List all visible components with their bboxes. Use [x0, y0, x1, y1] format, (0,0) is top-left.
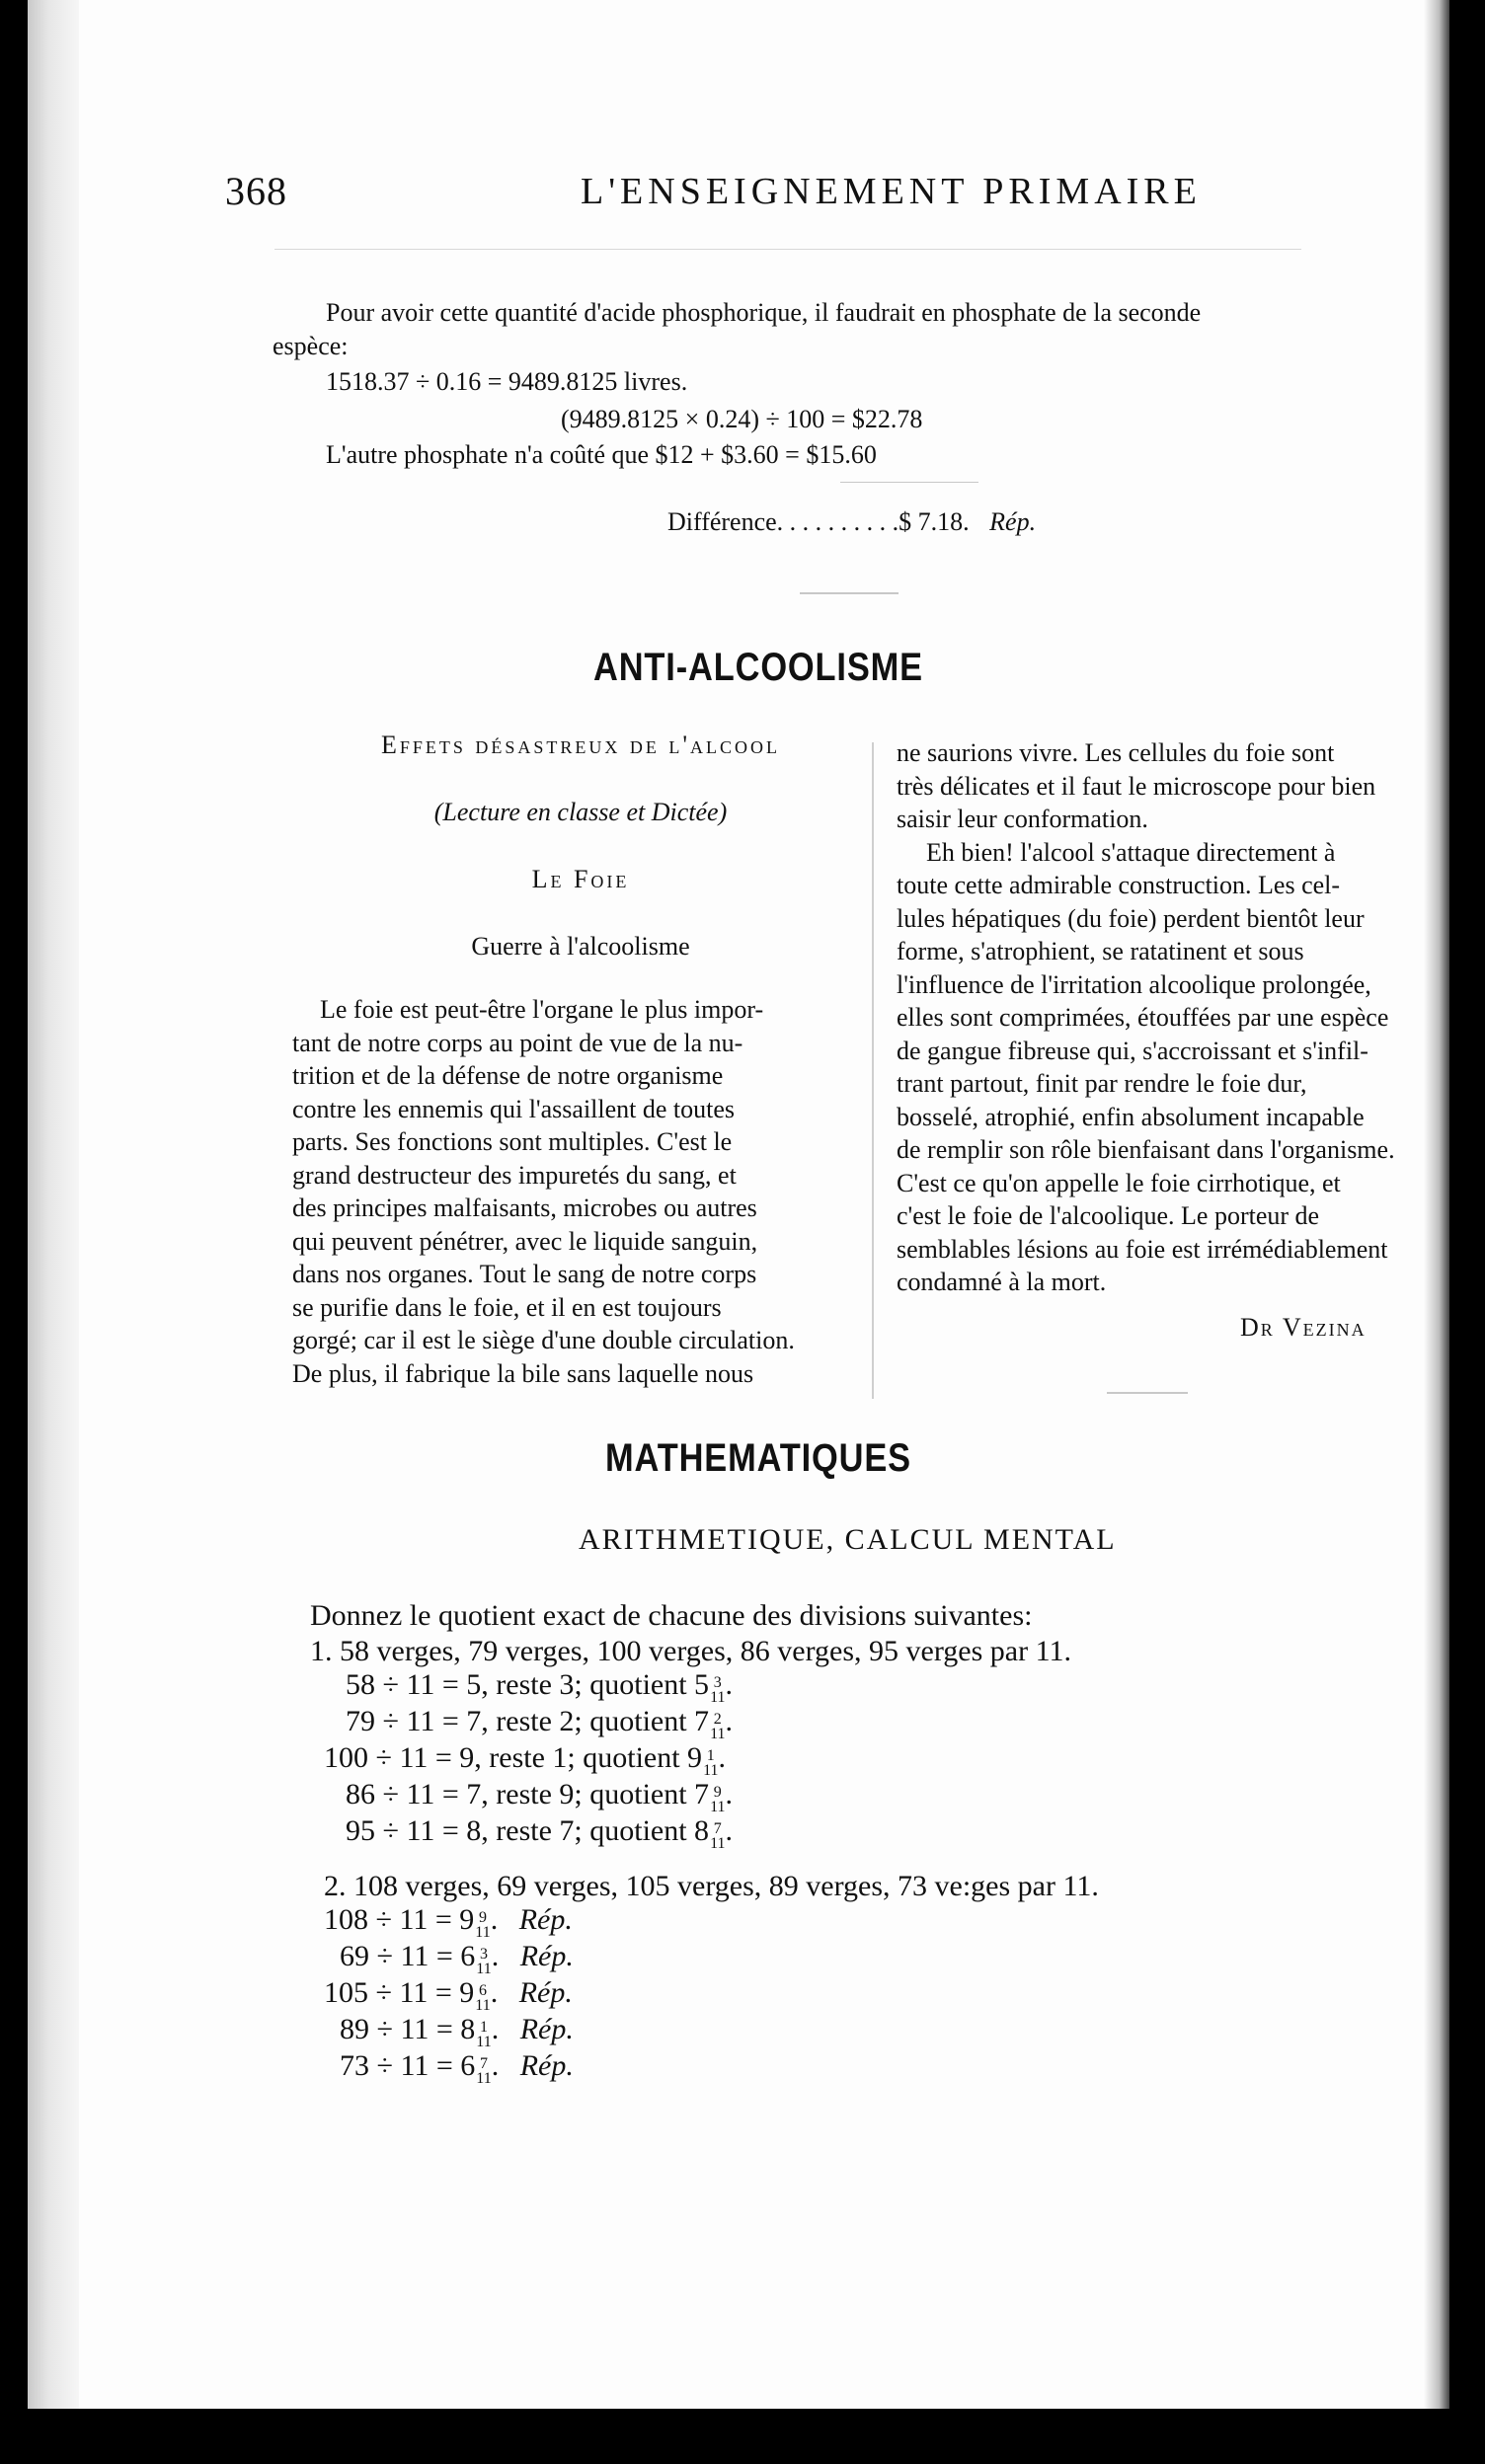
text-line: gorgé; car il est le siège d'une double circulation. [292, 1326, 795, 1354]
article-section-subtitle: Guerre à l'alcoolisme [471, 932, 690, 961]
fraction: 1 11 [476, 2019, 492, 2050]
fraction: 7 11 [476, 2055, 492, 2087]
intro-line-4: (9489.8125 × 0.24) ÷ 100 = $22.78 [561, 405, 923, 433]
book-page [28, 0, 1449, 2409]
intro-line-5: L'autre phosphate n'a coûté que $12 + $3.60 = $15.60 [326, 440, 877, 469]
answer-line: 73 ÷ 11 = 6 7 11 . Rép. [340, 2049, 574, 2087]
answer-line: 105 ÷ 11 = 9 6 11 . Rép. [324, 1976, 573, 2014]
column-separator [872, 742, 874, 1399]
text-line: bosselé, atrophié, enfin absolument incapable [897, 1102, 1365, 1131]
article-subtitle: Effets désastreux de l'alcool [380, 731, 781, 759]
text-line: lules hépatiques (du foie) perdent bientôt leur [897, 903, 1365, 933]
answer-line: 69 ÷ 11 = 6 3 11 . Rép. [340, 1940, 574, 1977]
sum-rule [840, 482, 978, 483]
text-line: qui peuvent pénétrer, avec le liquide sanguin, [292, 1226, 758, 1256]
fraction: 9 11 [710, 1784, 726, 1815]
text-line: dans nos organes. Tout le sang de notre corps [292, 1260, 757, 1288]
text-line: grand destructeur des impuretés du sang, et [292, 1160, 737, 1190]
text-line: De plus, il fabrique la bile sans laquelle nous [292, 1358, 754, 1388]
text-line: contre les ennemis qui l'assaillent de toutes [292, 1094, 736, 1123]
fraction: 3 11 [710, 1674, 726, 1706]
fraction: 7 11 [710, 1820, 726, 1852]
text-line: forme, s'atrophient, se ratatinent et sous [897, 937, 1304, 965]
answer-line: 108 ÷ 11 = 9 9 11 . Rép. [324, 1903, 573, 1941]
fraction: 9 11 [475, 1909, 491, 1941]
text-line: elles sont comprimées, étouffées par une espèce [897, 1003, 1389, 1032]
text-line: toute cette admirable construction. Les cel- [897, 871, 1341, 899]
article-section-title: Le Foie [531, 865, 630, 893]
text-line: trant partout, finit par rendre le foie dur, [897, 1069, 1307, 1098]
problem-1-answers [324, 1668, 733, 1851]
text-line: semblables lésions au foie est irrémédiablement [897, 1234, 1388, 1264]
difference-line [667, 505, 1036, 539]
text-line: parts. Ses fonctions sont multiples. C'est le [292, 1127, 733, 1156]
intro-line-1: Pour avoir cette quantité d'acide phosphorique, il faudrait en phosphate de la seconde [326, 298, 1202, 327]
answer-line: 79 ÷ 11 = 7, reste 2; quotient 7 2 11 . [346, 1705, 733, 1742]
fraction: 6 11 [475, 1982, 491, 2014]
running-title: L'ENSEIGNEMENT PRIMAIRE [581, 171, 1202, 212]
text-line: tant de notre corps au point de vue de la nu- [292, 1028, 743, 1057]
fraction: 1 11 [703, 1747, 719, 1779]
text-line: Eh bien! l'alcool s'attaque directement à [926, 837, 1336, 867]
answer-line: 89 ÷ 11 = 8 1 11 . Rép. [340, 2013, 574, 2050]
math-instruction: Donnez le quotient exact de chacune des divisions suivantes: [310, 1599, 1033, 1632]
intro-line-2: espèce: [273, 332, 349, 360]
article-note: (Lecture en classe et Dictée) [433, 798, 728, 826]
answer-line: 86 ÷ 11 = 7, reste 9; quotient 7 9 11 . [346, 1778, 733, 1815]
math-subheading: ARITHMETIQUE, CALCUL MENTAL [579, 1523, 1117, 1556]
answer-line: 95 ÷ 11 = 8, reste 7; quotient 8 7 11 . [346, 1814, 733, 1852]
page-binding-shadow [28, 0, 79, 2409]
answer-line: 100 ÷ 11 = 9, reste 1; quotient 9 1 11 . [324, 1741, 726, 1779]
anti-alcoolisme-heading: ANTI-ALCOOLISME [593, 646, 923, 689]
text-line: condamné à la mort. [897, 1268, 1107, 1296]
article-left-column [292, 993, 860, 1390]
fraction: 3 11 [476, 1946, 492, 1977]
article-right-column [897, 736, 1449, 1299]
mathematiques-heading: MATHEMATIQUES [605, 1436, 911, 1480]
problem-2: 2. 108 verges, 69 verges, 105 verges, 89 verges, 73 ve:ges par 11. [324, 1870, 1099, 1902]
text-line: l'influence de l'irritation alcoolique prolongée, [897, 969, 1371, 999]
text-line: Le foie est peut-être l'organe le plus impor- [320, 995, 764, 1024]
text-line: de gangue fibreuse qui, s'accroissant et s'infil- [897, 1036, 1368, 1065]
text-line: c'est le foie de l'alcoolique. Le porteur de [897, 1201, 1320, 1230]
answer-line: 58 ÷ 11 = 5, reste 3; quotient 5 3 11 . [346, 1668, 733, 1706]
text-line: des principes malfaisants, microbes ou autres [292, 1194, 757, 1222]
text-line: ne saurions vivre. Les cellules du foie sont [897, 738, 1335, 767]
section-divider [800, 592, 899, 594]
signature: Dr Vezina [1240, 1313, 1367, 1342]
problem-2-answers [324, 1903, 574, 2086]
text-line: très délicates et il faut le microscope pour bien [897, 771, 1376, 801]
text-line: de remplir son rôle bienfaisant dans l'organisme. [897, 1135, 1395, 1164]
difference-text: Différence. . . . . . . . . .$ 7.18. [667, 507, 970, 536]
header-rule [274, 249, 1301, 250]
difference-rep: Rép. [989, 507, 1037, 536]
page-number: 368 [225, 169, 287, 213]
text-line: trition et de la défense de notre organisme [292, 1061, 724, 1090]
text-line: saisir leur conformation. [897, 805, 1148, 833]
problem-1: 1. 58 verges, 79 verges, 100 verges, 86 verges, 95 verges par 11. [310, 1635, 1071, 1667]
text-line: C'est ce qu'on appelle le foie cirrhotique, et [897, 1168, 1341, 1197]
text-line: se purifie dans le foie, et il en est toujours [292, 1292, 722, 1322]
intro-line-3: 1518.37 ÷ 0.16 = 9489.8125 livres. [326, 367, 688, 396]
fraction: 2 11 [710, 1711, 726, 1742]
section-divider [1107, 1392, 1188, 1394]
